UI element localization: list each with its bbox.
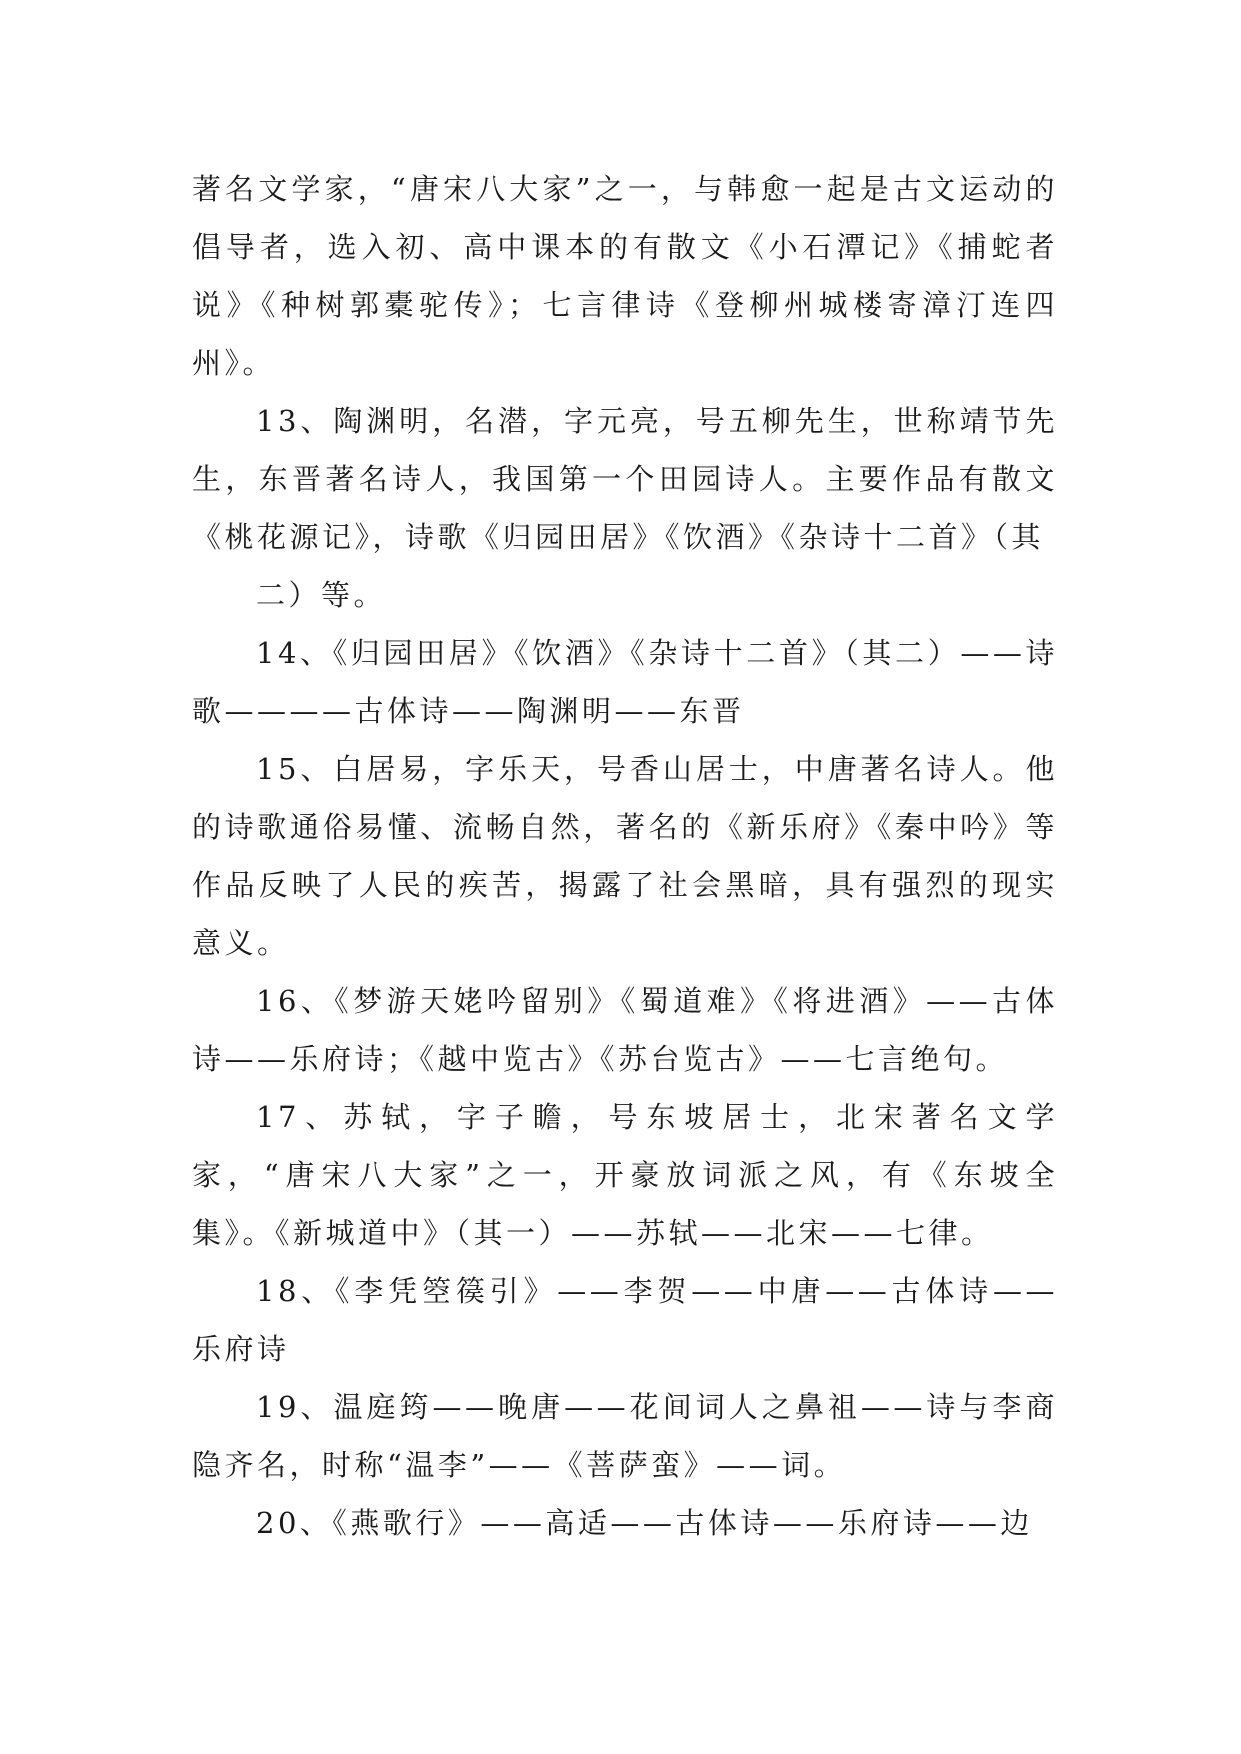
paragraph-item-17: 17、苏轼，字子瞻，号东坡居士，北宋著名文学家，“唐宋八大家”之一，开豪放词派之风，有《东坡全集》。《新城道中》（其一）——苏轼——北宋——七律。	[192, 1100, 1058, 1250]
paragraph-item-13: 13、陶渊明，名潜，字元亮，号五柳先生，世称靖节先生，东晋著名诗人，我国第一个田园诗人。主要作品有散文《桃花源记》，诗歌《归园田居》《饮酒》《杂诗十二首》（其	[192, 404, 1058, 554]
paragraph-item-13-tail: 二）等。	[256, 578, 387, 612]
paragraph-item-14: 14、《归园田居》《饮酒》《杂诗十二首》（其二）——诗歌————古体诗——陶渊明——东晋	[192, 636, 1058, 728]
paragraph-item-15: 15、白居易，字乐天，号香山居士，中唐著名诗人。他的诗歌通俗易懂、流畅自然，著名的《新乐府》《秦中吟》等作品反映了人民的疾苦，揭露了社会黑暗，具有强烈的现实意义。	[192, 752, 1058, 960]
paragraph-item-20: 20、《燕歌行》——高适——古体诗——乐府诗——边	[256, 1506, 1033, 1540]
paragraph-item-16: 16、《梦游天姥吟留别》《蜀道难》《将进酒》——古体诗——乐府诗；《越中览古》《苏台览古》——七言绝句。	[192, 984, 1058, 1076]
paragraph-item-19: 19、温庭筠——晚唐——花间词人之鼻祖——诗与李商隐齐名，时称“温李”——《菩萨蛮》——词。	[192, 1390, 1058, 1482]
paragraph-item-18: 18、《李凭箜篌引》——李贺——中唐——古体诗——乐府诗	[192, 1274, 1058, 1366]
paragraph-liu-zongyuan-continued: 著名文学家，“唐宋八大家”之一，与韩愈一起是古文运动的倡导者，选入初、高中课本的有散文《小石潭记》《捕蛇者说》《种树郭橐驼传》；七言律诗《登柳州城楼寄漳汀连四州》。	[192, 172, 1058, 380]
document-body	[192, 160, 1058, 1552]
